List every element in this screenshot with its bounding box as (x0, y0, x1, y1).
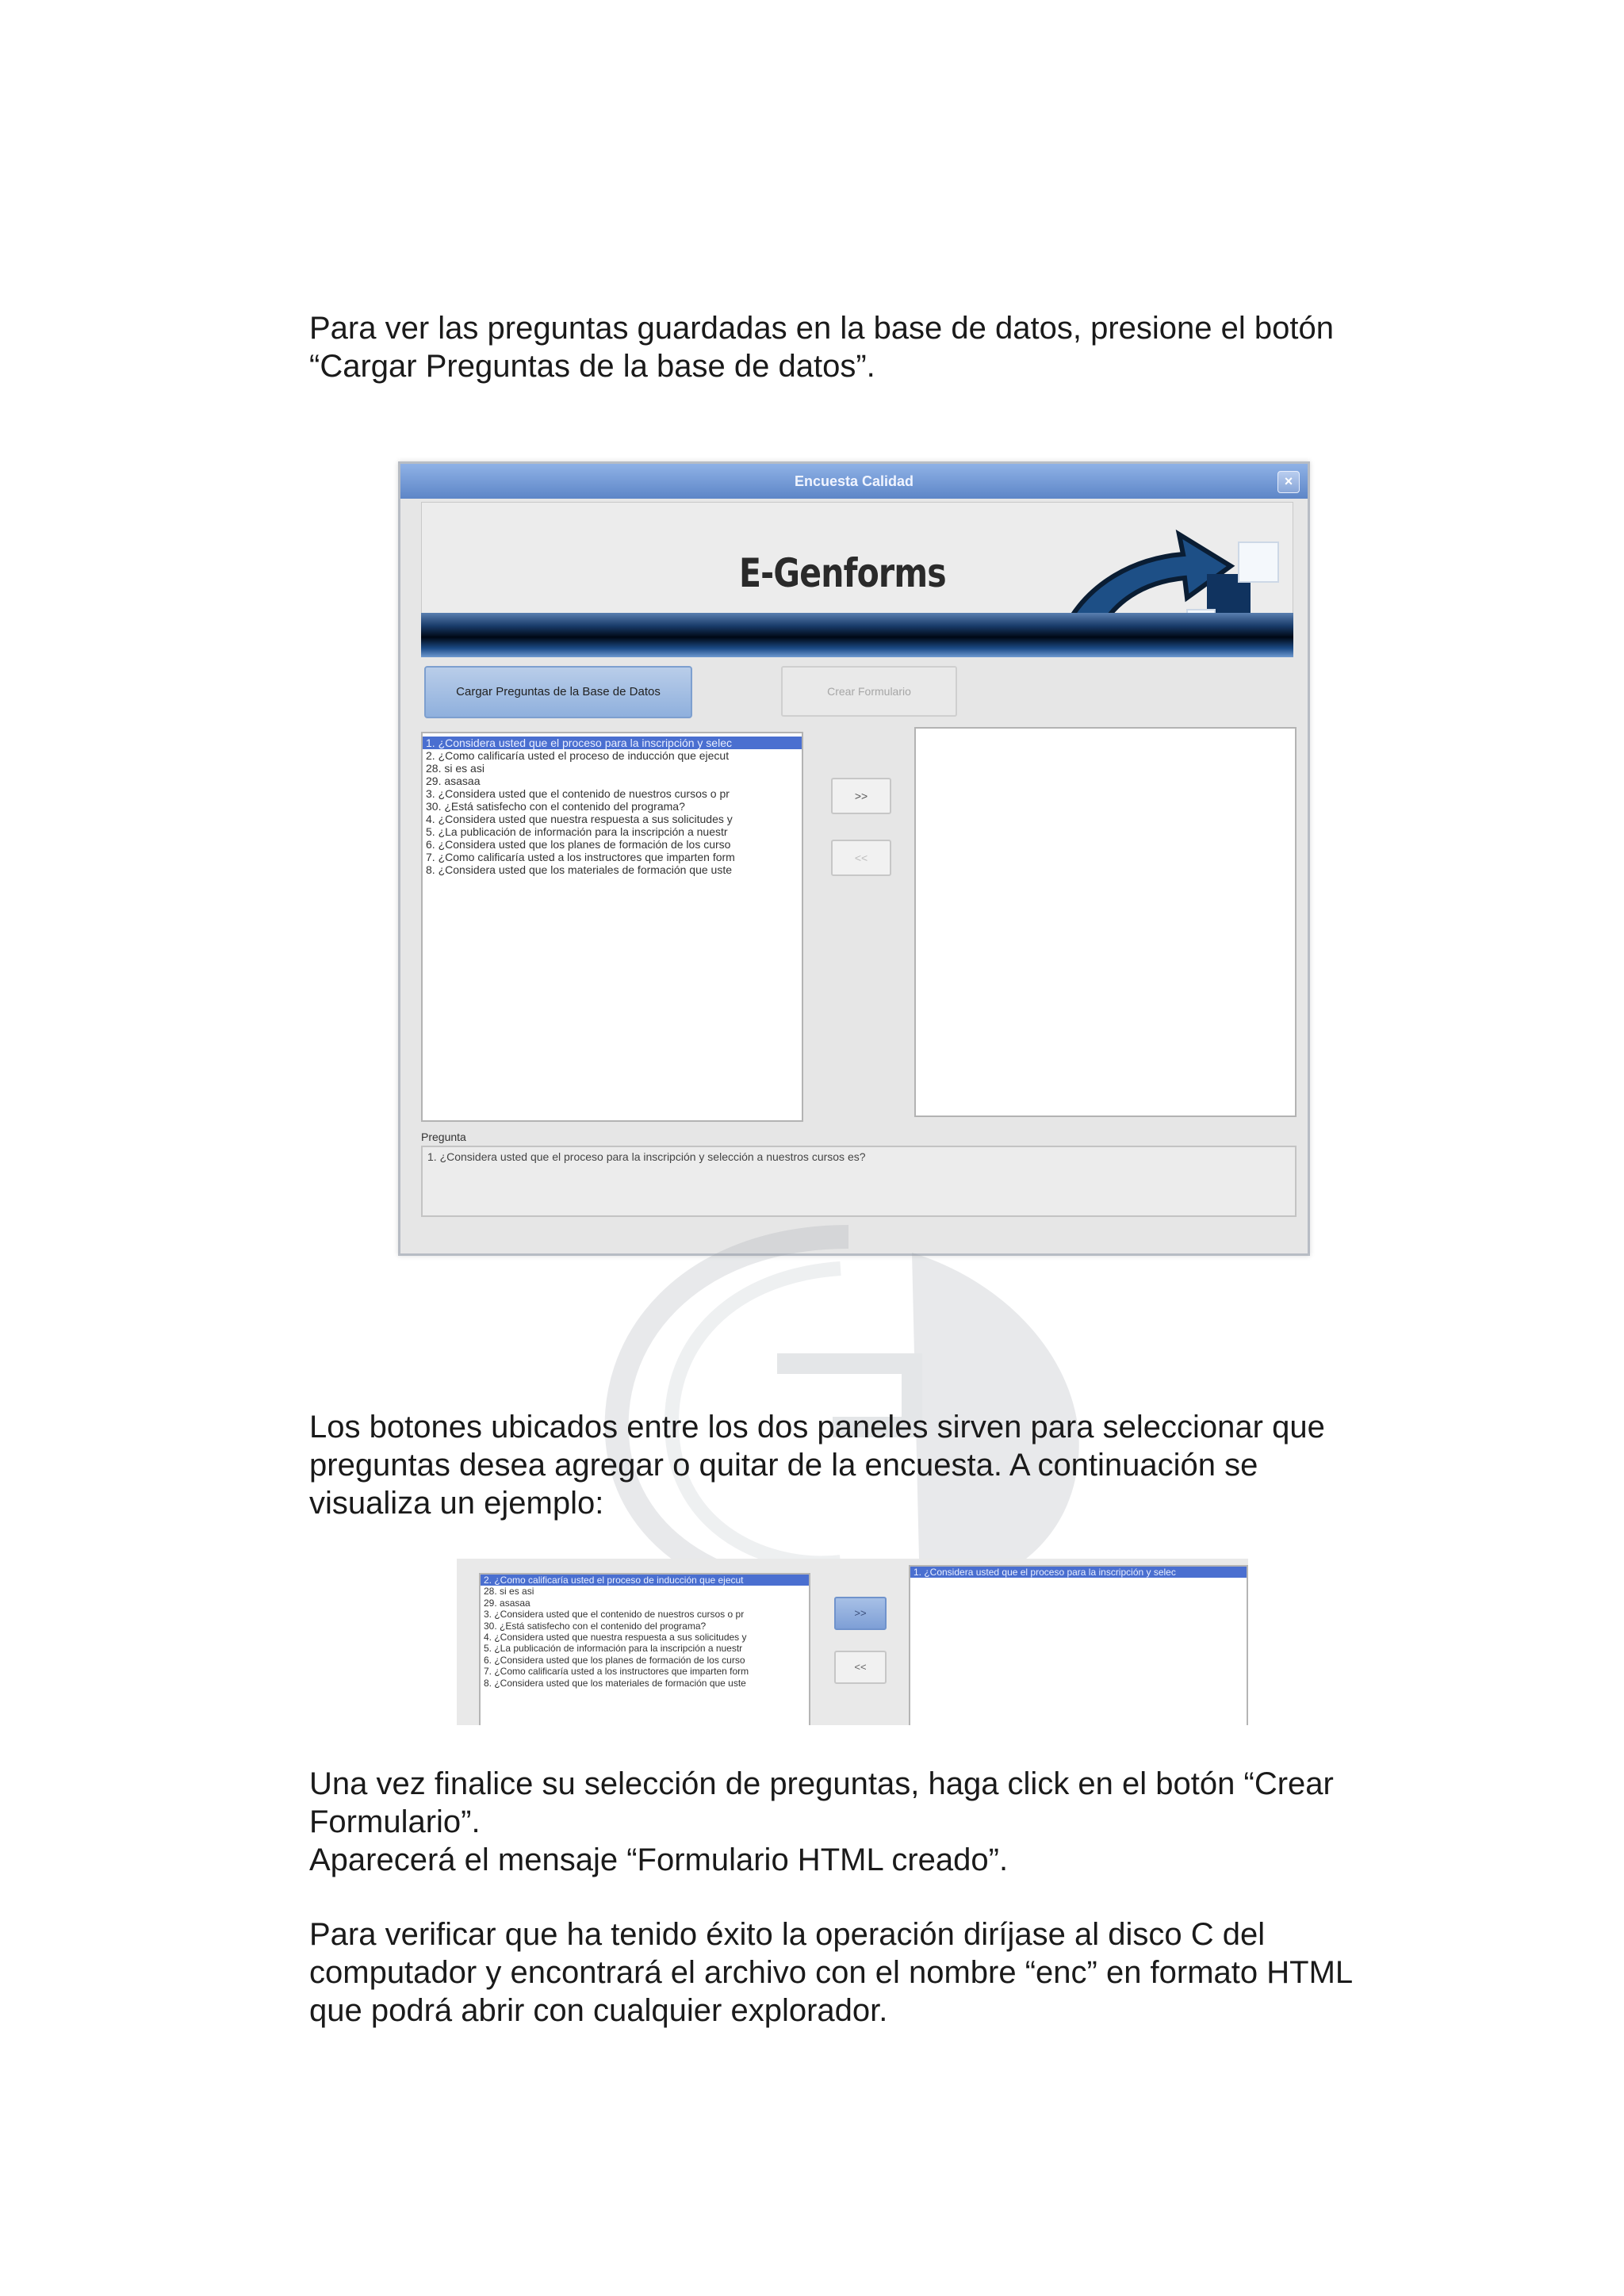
paragraph-line: visualiza un ejemplo: (309, 1486, 604, 1521)
list-item[interactable]: 8. ¿Considera usted que los materiales de formación que uste (484, 1677, 746, 1689)
paragraph-line: Para ver las preguntas guardadas en la base de datos, presione el botón (309, 311, 1334, 346)
paragraph-line: computador y encontrará el archivo con el nombre “enc” en formato HTML (309, 1955, 1354, 1990)
paragraph-verify (309, 1915, 1392, 2030)
app-logo: E-Genforms (739, 550, 946, 596)
selected-questions-list[interactable] (914, 727, 1297, 1117)
paragraph-line: Para verificar que ha tenido éxito la operación diríjase al disco C del (309, 1917, 1266, 1952)
question-field[interactable]: 1. ¿Considera usted que el proceso para la inscripción y selección a nuestros cursos es? (421, 1146, 1297, 1217)
example-available-list[interactable] (479, 1573, 810, 1725)
add-question-button[interactable]: >> (831, 778, 891, 814)
list-item[interactable]: 2. ¿Como calificaría usted el proceso de inducción que ejecut (426, 749, 730, 762)
window-titlebar (400, 464, 1308, 499)
example-selected-list[interactable] (909, 1565, 1248, 1725)
example-remove-button[interactable]: << (834, 1651, 887, 1684)
paragraph-create (309, 1765, 1392, 1879)
list-item[interactable]: 29. asasaa (484, 1597, 530, 1609)
list-item[interactable]: 28. si es asi (484, 1586, 534, 1598)
window-title: Encuesta Calidad (794, 473, 914, 489)
load-questions-button[interactable]: Cargar Preguntas de la Base de Datos (424, 666, 692, 718)
paragraph-line: “Cargar Preguntas de la base de datos”. (309, 349, 875, 384)
list-item[interactable]: 7. ¿Como calificaría usted a los instructores que imparten form (484, 1666, 749, 1678)
list-item[interactable]: 5. ¿La publicación de información para la inscripción a nuestr (484, 1643, 743, 1655)
list-item[interactable]: 6. ¿Considera usted que los planes de formación de los curso (426, 838, 731, 851)
paragraph-line: Una vez finalice su selección de preguntas, haga click en el botón “Crear (309, 1766, 1334, 1801)
list-item[interactable]: 30. ¿Está satisfecho con el contenido del programa? (484, 1620, 707, 1632)
list-item[interactable]: 8. ¿Considera usted que los materiales de formación que uste (426, 863, 732, 876)
paragraph-line: Aparecerá el mensaje “Formulario HTML creado”. (309, 1843, 1009, 1877)
list-item[interactable]: 2. ¿Como calificaría usted el proceso de inducción que ejecut (481, 1575, 809, 1586)
paragraph-line: preguntas desea agregar o quitar de la encuesta. A continuación se (309, 1448, 1258, 1483)
list-item[interactable]: 1. ¿Considera usted que el proceso para la inscripción y selec (910, 1567, 1247, 1578)
paragraph-line: Formulario”. (309, 1804, 481, 1839)
close-icon[interactable]: × (1277, 471, 1300, 493)
list-item[interactable]: 6. ¿Considera usted que los planes de formación de los curso (484, 1654, 745, 1666)
list-item[interactable]: 5. ¿La publicación de información para la inscripción a nuestr (426, 825, 728, 838)
paragraph-buttons (309, 1408, 1392, 1522)
create-form-button[interactable]: Crear Formulario (781, 666, 957, 717)
list-item[interactable]: 4. ¿Considera usted que nuestra respuesta a sus solicitudes y (426, 813, 733, 825)
example-screenshot (457, 1559, 1248, 1725)
remove-question-button[interactable]: << (831, 840, 891, 876)
paragraph-line: que podrá abrir con cualquier explorador. (309, 1993, 888, 2028)
list-item[interactable]: 28. si es asi (426, 762, 485, 775)
question-label: Pregunta (421, 1128, 548, 1146)
list-item[interactable]: 7. ¿Como calificaría usted a los instructores que imparten form (426, 851, 735, 863)
survey-window (398, 461, 1310, 1256)
list-item[interactable]: 4. ¿Considera usted que nuestra respuesta a sus solicitudes y (484, 1632, 747, 1644)
banner-stripe (421, 613, 1293, 657)
available-questions-list[interactable] (421, 732, 803, 1122)
list-item[interactable]: 29. asasaa (426, 775, 481, 787)
example-add-button[interactable]: >> (834, 1597, 887, 1630)
list-item[interactable]: 3. ¿Considera usted que el contenido de nuestros cursos o pr (484, 1609, 745, 1621)
paragraph-intro (309, 309, 1392, 385)
list-item[interactable]: 3. ¿Considera usted que el contenido de nuestros cursos o pr (426, 787, 730, 800)
paragraph-line: Los botones ubicados entre los dos paneles sirven para seleccionar que (309, 1410, 1325, 1445)
list-item[interactable]: 30. ¿Está satisfecho con el contenido del programa? (426, 800, 685, 813)
list-item[interactable]: 1. ¿Considera usted que el proceso para la inscripción y selec (423, 737, 802, 749)
